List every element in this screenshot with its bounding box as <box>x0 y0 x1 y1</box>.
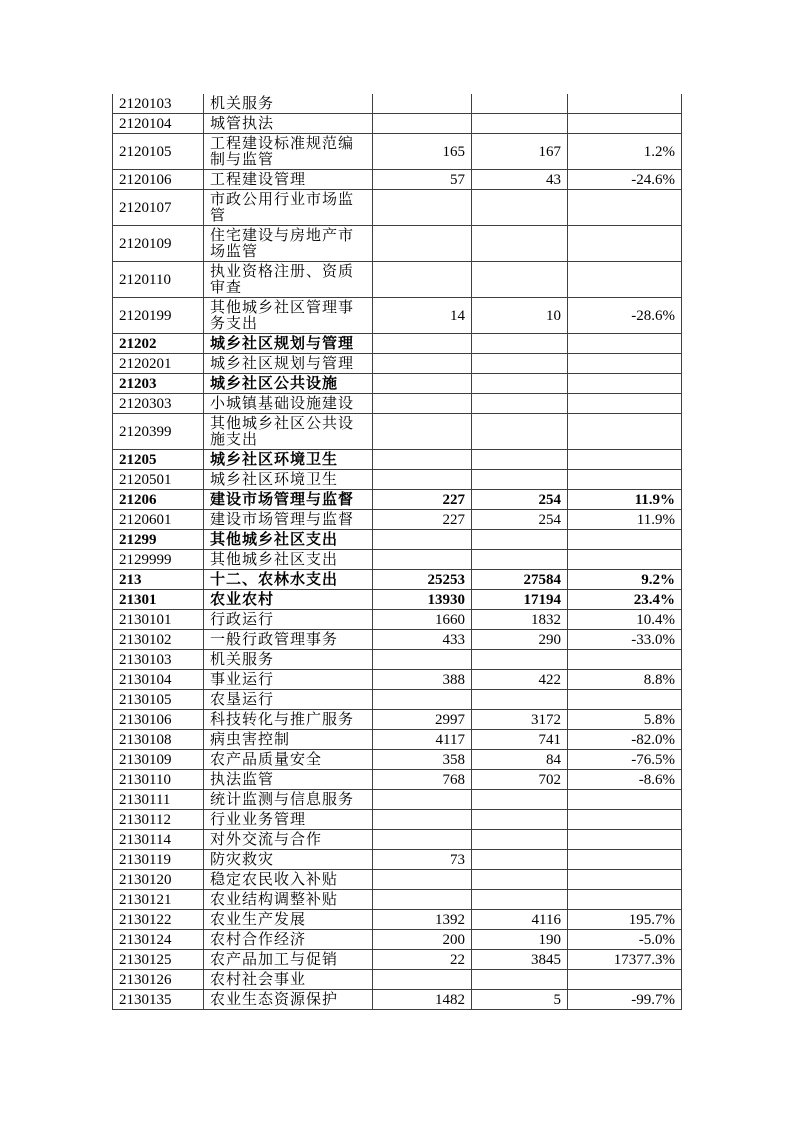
value1-cell <box>373 450 472 470</box>
budget-table <box>112 94 682 1010</box>
pct-cell <box>568 226 682 262</box>
value2-cell: 3172 <box>472 710 568 730</box>
table-row <box>113 730 682 750</box>
pct-cell <box>568 94 682 114</box>
name-cell: 城乡社区公共设施 <box>204 374 373 394</box>
value1-cell <box>373 470 472 490</box>
value1-cell: 1660 <box>373 610 472 630</box>
code-cell: 2120104 <box>113 114 204 134</box>
name-cell: 城乡社区环境卫生 <box>204 450 373 470</box>
table-row <box>113 298 682 334</box>
table-row <box>113 170 682 190</box>
value1-cell <box>373 550 472 570</box>
value1-cell: 25253 <box>373 570 472 590</box>
value1-cell: 200 <box>373 930 472 950</box>
name-cell: 科技转化与推广服务 <box>204 710 373 730</box>
value2-cell <box>472 890 568 910</box>
value2-cell <box>472 450 568 470</box>
pct-cell <box>568 690 682 710</box>
code-cell: 2129999 <box>113 550 204 570</box>
table-row <box>113 690 682 710</box>
value2-cell: 254 <box>472 490 568 510</box>
code-cell: 2130109 <box>113 750 204 770</box>
name-cell: 农业结构调整补贴 <box>204 890 373 910</box>
value1-cell: 4117 <box>373 730 472 750</box>
code-cell: 2130104 <box>113 670 204 690</box>
table-row <box>113 650 682 670</box>
code-cell: 2130101 <box>113 610 204 630</box>
name-cell: 住宅建设与房地产市场监管 <box>204 226 373 262</box>
table-row <box>113 830 682 850</box>
pct-cell: -33.0% <box>568 630 682 650</box>
value2-cell <box>472 470 568 490</box>
table-row <box>113 770 682 790</box>
name-cell: 城管执法 <box>204 114 373 134</box>
budget-table-body <box>113 94 682 1010</box>
value1-cell <box>373 790 472 810</box>
name-cell: 行业业务管理 <box>204 810 373 830</box>
value1-cell <box>373 114 472 134</box>
name-cell: 机关服务 <box>204 650 373 670</box>
table-row <box>113 990 682 1010</box>
table-row <box>113 710 682 730</box>
table-row <box>113 910 682 930</box>
value2-cell <box>472 226 568 262</box>
pct-cell: 8.8% <box>568 670 682 690</box>
code-cell: 2130110 <box>113 770 204 790</box>
table-row <box>113 570 682 590</box>
code-cell: 2120109 <box>113 226 204 262</box>
code-cell: 2120199 <box>113 298 204 334</box>
code-cell: 2130120 <box>113 870 204 890</box>
code-cell: 2130121 <box>113 890 204 910</box>
table-row <box>113 890 682 910</box>
code-cell: 2130122 <box>113 910 204 930</box>
code-cell: 2130126 <box>113 970 204 990</box>
pct-cell <box>568 790 682 810</box>
name-cell: 建设市场管理与监督 <box>204 510 373 530</box>
value2-cell <box>472 810 568 830</box>
code-cell: 213 <box>113 570 204 590</box>
table-row <box>113 930 682 950</box>
name-cell: 城乡社区环境卫生 <box>204 470 373 490</box>
name-cell: 统计监测与信息服务 <box>204 790 373 810</box>
name-cell: 一般行政管理事务 <box>204 630 373 650</box>
value1-cell <box>373 810 472 830</box>
table-row <box>113 394 682 414</box>
code-cell: 2120601 <box>113 510 204 530</box>
table-row <box>113 262 682 298</box>
value1-cell: 433 <box>373 630 472 650</box>
value2-cell: 10 <box>472 298 568 334</box>
name-cell: 城乡社区规划与管理 <box>204 334 373 354</box>
value1-cell <box>373 650 472 670</box>
value1-cell: 358 <box>373 750 472 770</box>
pct-cell: -8.6% <box>568 770 682 790</box>
code-cell: 21206 <box>113 490 204 510</box>
name-cell: 农业生态资源保护 <box>204 990 373 1010</box>
pct-cell <box>568 830 682 850</box>
code-cell: 21202 <box>113 334 204 354</box>
table-row <box>113 470 682 490</box>
table-row <box>113 870 682 890</box>
code-cell: 2120110 <box>113 262 204 298</box>
name-cell: 执业资格注册、资质审查 <box>204 262 373 298</box>
table-row <box>113 810 682 830</box>
value2-cell: 1832 <box>472 610 568 630</box>
name-cell: 农村合作经济 <box>204 930 373 950</box>
name-cell: 市政公用行业市场监管 <box>204 190 373 226</box>
table-row <box>113 550 682 570</box>
table-row <box>113 450 682 470</box>
pct-cell <box>568 114 682 134</box>
pct-cell <box>568 190 682 226</box>
value1-cell <box>373 262 472 298</box>
name-cell: 病虫害控制 <box>204 730 373 750</box>
value2-cell: 167 <box>472 134 568 170</box>
pct-cell: 17377.3% <box>568 950 682 970</box>
table-row <box>113 190 682 226</box>
pct-cell <box>568 530 682 550</box>
value2-cell: 4116 <box>472 910 568 930</box>
table-row <box>113 950 682 970</box>
name-cell: 事业运行 <box>204 670 373 690</box>
name-cell: 其他城乡社区公共设施支出 <box>204 414 373 450</box>
value2-cell <box>472 790 568 810</box>
table-row <box>113 94 682 114</box>
value2-cell <box>472 94 568 114</box>
value1-cell <box>373 530 472 550</box>
value2-cell <box>472 262 568 298</box>
value1-cell <box>373 354 472 374</box>
table-row <box>113 790 682 810</box>
code-cell: 2120105 <box>113 134 204 170</box>
value1-cell: 227 <box>373 510 472 530</box>
name-cell: 执法监管 <box>204 770 373 790</box>
pct-cell <box>568 870 682 890</box>
code-cell: 2130119 <box>113 850 204 870</box>
value2-cell: 84 <box>472 750 568 770</box>
value1-cell <box>373 226 472 262</box>
value1-cell: 73 <box>373 850 472 870</box>
pct-cell: -28.6% <box>568 298 682 334</box>
table-row <box>113 630 682 650</box>
code-cell: 2120399 <box>113 414 204 450</box>
pct-cell <box>568 810 682 830</box>
value2-cell: 254 <box>472 510 568 530</box>
pct-cell: 5.8% <box>568 710 682 730</box>
pct-cell <box>568 890 682 910</box>
value1-cell <box>373 394 472 414</box>
value2-cell: 17194 <box>472 590 568 610</box>
value2-cell: 741 <box>472 730 568 750</box>
value1-cell: 14 <box>373 298 472 334</box>
value1-cell: 1392 <box>373 910 472 930</box>
pct-cell <box>568 650 682 670</box>
value1-cell: 1482 <box>373 990 472 1010</box>
value2-cell <box>472 334 568 354</box>
table-row <box>113 490 682 510</box>
value1-cell: 165 <box>373 134 472 170</box>
pct-cell <box>568 414 682 450</box>
name-cell: 城乡社区规划与管理 <box>204 354 373 374</box>
name-cell: 农业生产发展 <box>204 910 373 930</box>
name-cell: 机关服务 <box>204 94 373 114</box>
value1-cell <box>373 830 472 850</box>
value2-cell: 5 <box>472 990 568 1010</box>
value2-cell <box>472 690 568 710</box>
pct-cell: -24.6% <box>568 170 682 190</box>
code-cell: 21301 <box>113 590 204 610</box>
pct-cell <box>568 850 682 870</box>
pct-cell: -76.5% <box>568 750 682 770</box>
name-cell: 十二、农林水支出 <box>204 570 373 590</box>
value2-cell <box>472 190 568 226</box>
pct-cell <box>568 374 682 394</box>
value1-cell: 2997 <box>373 710 472 730</box>
name-cell: 其他城乡社区管理事务支出 <box>204 298 373 334</box>
code-cell: 2120201 <box>113 354 204 374</box>
pct-cell: 11.9% <box>568 510 682 530</box>
value1-cell <box>373 690 472 710</box>
value2-cell <box>472 550 568 570</box>
value2-cell: 290 <box>472 630 568 650</box>
value2-cell <box>472 114 568 134</box>
value2-cell <box>472 850 568 870</box>
value2-cell: 702 <box>472 770 568 790</box>
name-cell: 农村社会事业 <box>204 970 373 990</box>
name-cell: 对外交流与合作 <box>204 830 373 850</box>
name-cell: 农产品质量安全 <box>204 750 373 770</box>
value1-cell <box>373 190 472 226</box>
code-cell: 21203 <box>113 374 204 394</box>
name-cell: 农垦运行 <box>204 690 373 710</box>
value1-cell: 57 <box>373 170 472 190</box>
value1-cell: 388 <box>373 670 472 690</box>
code-cell: 2120501 <box>113 470 204 490</box>
value2-cell <box>472 830 568 850</box>
name-cell: 其他城乡社区支出 <box>204 530 373 550</box>
pct-cell: -82.0% <box>568 730 682 750</box>
code-cell: 2130111 <box>113 790 204 810</box>
value1-cell <box>373 94 472 114</box>
value2-cell <box>472 970 568 990</box>
value1-cell <box>373 334 472 354</box>
code-cell: 2130135 <box>113 990 204 1010</box>
value2-cell: 422 <box>472 670 568 690</box>
value2-cell: 190 <box>472 930 568 950</box>
code-cell: 2130105 <box>113 690 204 710</box>
table-row <box>113 850 682 870</box>
code-cell: 21299 <box>113 530 204 550</box>
table-row <box>113 590 682 610</box>
name-cell: 农业农村 <box>204 590 373 610</box>
pct-cell <box>568 470 682 490</box>
value2-cell <box>472 650 568 670</box>
code-cell: 2130108 <box>113 730 204 750</box>
value1-cell: 227 <box>373 490 472 510</box>
code-cell: 2120106 <box>113 170 204 190</box>
value2-cell <box>472 354 568 374</box>
name-cell: 行政运行 <box>204 610 373 630</box>
value1-cell <box>373 374 472 394</box>
value2-cell <box>472 870 568 890</box>
table-row <box>113 610 682 630</box>
value1-cell: 768 <box>373 770 472 790</box>
pct-cell <box>568 550 682 570</box>
pct-cell <box>568 450 682 470</box>
code-cell: 2130103 <box>113 650 204 670</box>
code-cell: 21205 <box>113 450 204 470</box>
pct-cell <box>568 334 682 354</box>
code-cell: 2130106 <box>113 710 204 730</box>
code-cell: 2130125 <box>113 950 204 970</box>
value2-cell: 27584 <box>472 570 568 590</box>
value1-cell <box>373 970 472 990</box>
name-cell: 稳定农民收入补贴 <box>204 870 373 890</box>
pct-cell <box>568 262 682 298</box>
value1-cell <box>373 414 472 450</box>
pct-cell <box>568 394 682 414</box>
pct-cell: 23.4% <box>568 590 682 610</box>
value2-cell: 43 <box>472 170 568 190</box>
table-row <box>113 510 682 530</box>
table-row <box>113 226 682 262</box>
table-row <box>113 354 682 374</box>
value2-cell <box>472 394 568 414</box>
pct-cell: -99.7% <box>568 990 682 1010</box>
table-row <box>113 414 682 450</box>
pct-cell: 10.4% <box>568 610 682 630</box>
pct-cell: -5.0% <box>568 930 682 950</box>
code-cell: 2130124 <box>113 930 204 950</box>
name-cell: 工程建设管理 <box>204 170 373 190</box>
name-cell: 防灾救灾 <box>204 850 373 870</box>
pct-cell: 9.2% <box>568 570 682 590</box>
value2-cell <box>472 414 568 450</box>
value2-cell <box>472 530 568 550</box>
table-row <box>113 970 682 990</box>
code-cell: 2120107 <box>113 190 204 226</box>
code-cell: 2120103 <box>113 94 204 114</box>
code-cell: 2120303 <box>113 394 204 414</box>
value1-cell <box>373 890 472 910</box>
code-cell: 2130102 <box>113 630 204 650</box>
table-row <box>113 530 682 550</box>
value2-cell: 3845 <box>472 950 568 970</box>
name-cell: 其他城乡社区支出 <box>204 550 373 570</box>
value1-cell: 13930 <box>373 590 472 610</box>
value2-cell <box>472 374 568 394</box>
pct-cell <box>568 354 682 374</box>
code-cell: 2130114 <box>113 830 204 850</box>
name-cell: 小城镇基础设施建设 <box>204 394 373 414</box>
table-row <box>113 670 682 690</box>
table-row <box>113 114 682 134</box>
pct-cell: 195.7% <box>568 910 682 930</box>
pct-cell: 1.2% <box>568 134 682 170</box>
name-cell: 建设市场管理与监督 <box>204 490 373 510</box>
value1-cell <box>373 870 472 890</box>
table-row <box>113 750 682 770</box>
name-cell: 农产品加工与促销 <box>204 950 373 970</box>
name-cell: 工程建设标准规范编制与监管 <box>204 134 373 170</box>
pct-cell <box>568 970 682 990</box>
pct-cell: 11.9% <box>568 490 682 510</box>
code-cell: 2130112 <box>113 810 204 830</box>
value1-cell: 22 <box>373 950 472 970</box>
table-row <box>113 374 682 394</box>
table-row <box>113 134 682 170</box>
table-row <box>113 334 682 354</box>
